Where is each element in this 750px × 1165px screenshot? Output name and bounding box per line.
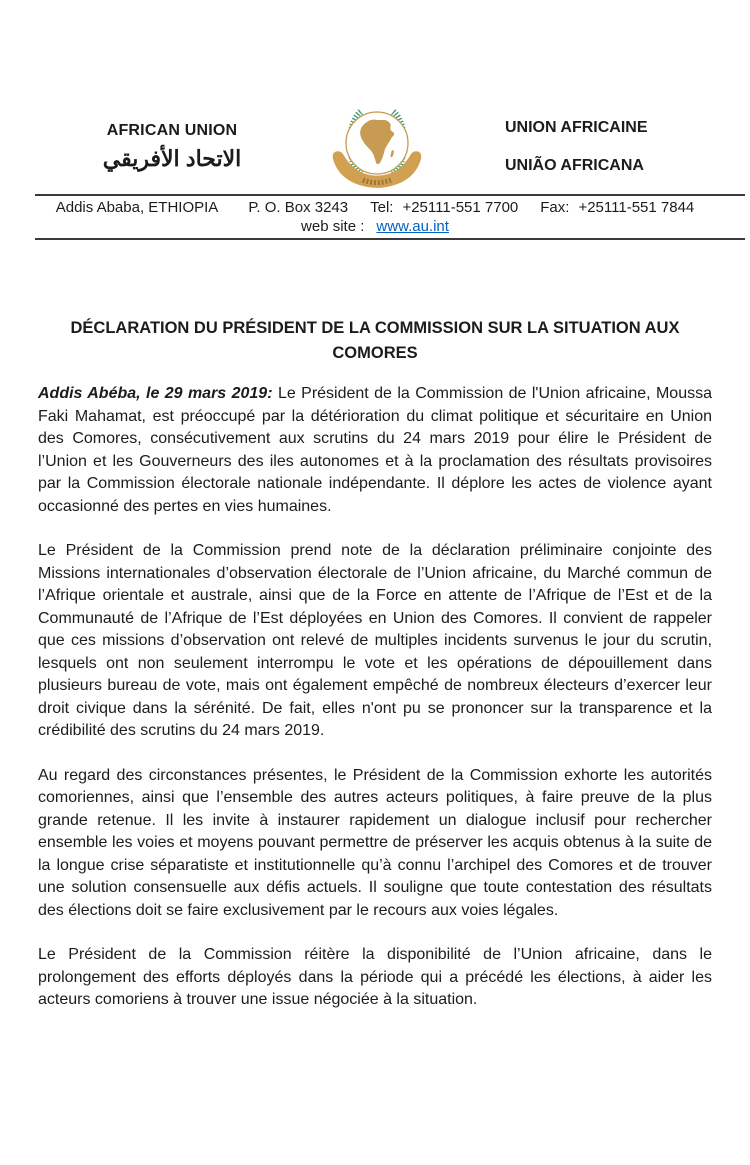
website-line <box>0 218 750 235</box>
org-name-arabic: الاتحاد الأفريقي <box>102 145 242 171</box>
logo-container <box>260 99 493 196</box>
org-name-left <box>72 122 272 172</box>
website-label: web site : <box>301 218 365 235</box>
fax-label: Fax: <box>540 199 570 216</box>
paragraph-4-text: Le Président de la Commission réitère la disponibilité de l’Union africaine, dans le prolongement des efforts déployés dans la période qui a précédé les élections, à aider les acteurs comoriens à trouver une issue négociée à la situation. <box>38 946 712 1008</box>
paragraph-3-text: Au regard des circonstances présentes, le Président de la Commission exhorte les autorités comoriennes, ainsi que l’ensemble des autres acteurs politiques, à faire preuve de la plus grande retenue. Il les invite à instaurer rapidement un dialogue inclusif pour rechercher ensemble les voies et moyens pouvant permettre de préserver les acquis obtenus à la suite de la longue crise séparatiste et institutionnelle qu’à connu l’archipel des Comores et de trouver une solution consensuelle aux défis actuels. Il souligne que toute contestation des résultats des élections doit se faire exclusivement par le recours aux voies légales. <box>38 766 712 919</box>
tel-label: Tel: <box>370 199 394 216</box>
contact-line <box>0 199 750 216</box>
african-union-logo-icon <box>319 99 435 196</box>
org-name-portuguese: UNIÃO AFRICANA <box>505 157 644 174</box>
paragraph-3 <box>38 765 712 923</box>
po-box-text: P. O. Box 3243 <box>248 199 349 216</box>
fax-number: +25111-551 7844 <box>578 199 695 216</box>
paragraph-2 <box>38 540 712 743</box>
paragraph-1-text: Le Président de la Commission de l'Union africaine, Moussa Faki Mahamat, est préoccupé par la détérioration du climat politique et sécuritaire en Union des Comores, consécutivement aux scrutins du 24 mars 2019 pour élire le Président de l’Union et les Gouverneurs des iles autonomes et à la proclamation des résultats provisoires par la Commission électorale nationale indépendante. Il déplore les actes de violence ayant occasionné des pertes en vies humaines. <box>38 385 713 515</box>
paragraph-2-text: Le Président de la Commission prend note de la déclaration préliminaire conjointe des Missions internationales d’observation électorale de l’Union africaine, du Marché commun de l’Afrique orientale et australe, ainsi que de la Force en attente de l’Afrique de l’Est et de la Communauté de l’Afrique de l’Est déployées en Union des Comores. Il convient de rappeler que ces missions d’observation ont relevé de multiples incidents survenus le jour du scrutin, lesquels ont non seulement interrompu le vote et les opérations de dépouillement dans plusieurs bureau de vote, mais ont également empêché de nombreux électeurs d’exercer leur droit civique dans la sérénité. De fait, elles n'ont pu se prononcer sur la transparence et la crédibilité des scrutins du 24 mars 2019. <box>38 542 712 739</box>
document-body <box>0 383 750 1012</box>
bottom-divider <box>35 238 745 240</box>
tel-number: +25111-551 7700 <box>402 199 519 216</box>
paragraph-4 <box>38 944 712 1012</box>
document-title <box>0 316 750 366</box>
org-name-french: UNION AFRICAINE <box>505 119 648 136</box>
org-name-right <box>505 119 670 175</box>
letterhead <box>0 100 750 194</box>
website-link[interactable]: www.au.int <box>376 218 449 235</box>
org-name-english: AFRICAN UNION <box>106 121 238 139</box>
document-title-line2: COMORES <box>332 344 418 362</box>
address-text: Addis Ababa, ETHIOPIA <box>55 199 219 216</box>
paragraph-1 <box>38 383 712 518</box>
document-title-line1: DÉCLARATION DU PRÉSIDENT DE LA COMMISSION SUR LA SITUATION AUX <box>70 319 680 337</box>
dateline: Addis Abéba, le 29 mars 2019: <box>38 385 273 402</box>
